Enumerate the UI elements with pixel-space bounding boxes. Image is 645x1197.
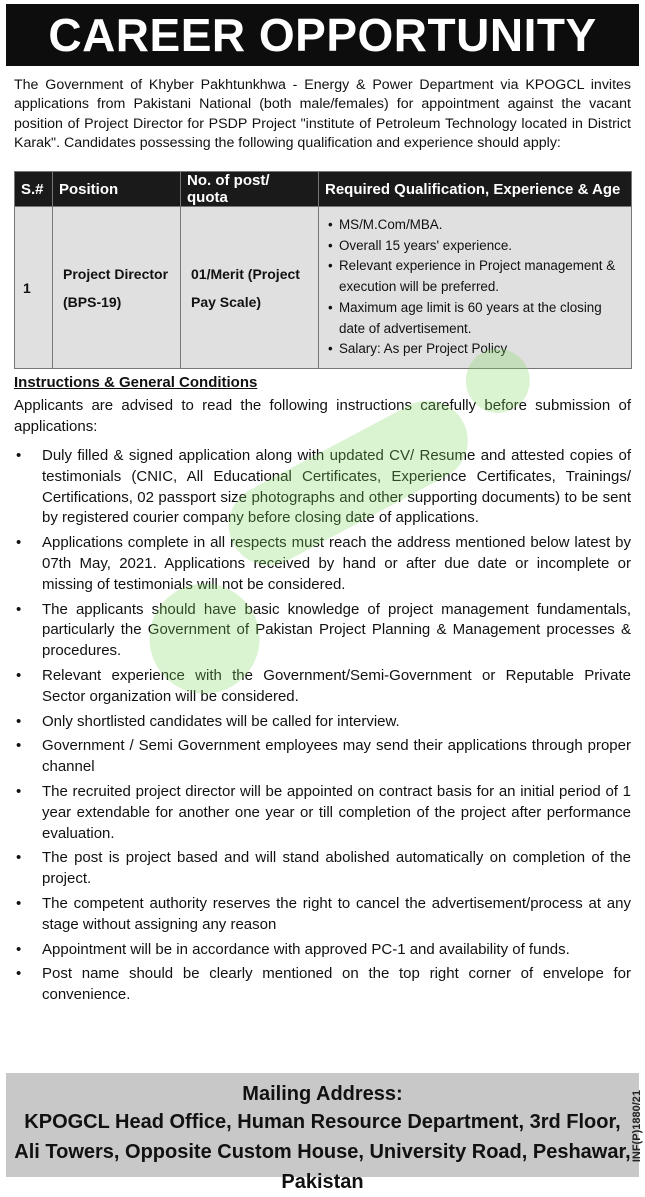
requirement-item: • Overall 15 years' experience. xyxy=(339,236,623,257)
list-item xyxy=(14,782,631,844)
bullet-icon: • xyxy=(16,447,22,464)
cell-requirements xyxy=(319,207,632,369)
list-item xyxy=(14,666,631,708)
list-item-text: The recruited project director will be appointed on contract basis for an initial period of 1 year extendable for another one year or till completion of the project after performance evaluation. xyxy=(42,782,631,842)
header-sn: S.# xyxy=(15,172,53,207)
bullet-icon: • xyxy=(16,737,22,755)
cell-position: Project Director (BPS-19) xyxy=(53,207,181,369)
table-header-row xyxy=(15,172,632,207)
bullet-icon: • xyxy=(16,965,22,983)
list-item xyxy=(14,533,631,595)
table-row xyxy=(15,207,632,369)
requirement-item: • Maximum age limit is 60 years at the closing date of advertisement. xyxy=(339,298,623,340)
bullet-icon: • xyxy=(16,712,22,730)
list-item-text: Only shortlisted candidates will be called for interview. xyxy=(42,712,400,730)
bullet-icon: • xyxy=(16,849,22,867)
intro-paragraph: The Government of Khyber Pakhtunkhwa - Energy & Power Department via KPOGCL invites applications from Pakistani National (both male/females) for appointment against the vacant position of Project Director for PSDP Project "institute of Petroleum Technology located in District Karak". Candidates possessing the following qualification and experience should apply: xyxy=(14,77,631,152)
list-item-text: Appointment will be in accordance with approved PC-1 and availability of funds. xyxy=(42,940,570,958)
header-posts: No. of post/ quota xyxy=(181,172,319,207)
list-item xyxy=(14,600,631,662)
bullet-icon: • xyxy=(16,600,22,618)
list-item xyxy=(14,894,631,936)
bullet-icon: • xyxy=(16,940,22,958)
requirement-item: • MS/M.Com/MBA. xyxy=(339,215,623,236)
requirement-item: • Relevant experience in Project management & execution will be preferred. xyxy=(339,256,623,298)
list-item xyxy=(14,964,631,1006)
list-item-text: Post name should be clearly mentioned on the top right corner of envelope for convenience. xyxy=(42,965,631,1004)
list-item-text: Duly filled & signed application along with updated CV/ Resume and attested copies of testimonials (CNIC, All Educational Certificates, Experience Certificates, Trainings/ Certifications, 02 passport size photographs and other supporting documents) to be sent by registered courier company before closing date of applications. xyxy=(42,447,631,527)
bullet-icon: • xyxy=(16,534,22,552)
list-item-text: The post is project based and will stand abolished automatically on completion of the project. xyxy=(42,849,631,888)
list-item-text: The competent authority reserves the right to cancel the advertisement/process at any stage without assigning any reason xyxy=(42,894,631,933)
bullet-icon: • xyxy=(16,894,22,912)
list-item xyxy=(14,940,631,961)
list-item xyxy=(14,712,631,733)
mailing-title: Mailing Address: xyxy=(242,1083,403,1105)
header-position: Position xyxy=(53,172,181,207)
conditions-heading: Instructions & General Conditions xyxy=(14,374,258,391)
list-item-text: Applications complete in all respects must reach the address mentioned below latest by 07th May, 2021. Applications received by hand or after due date or incomplete or missing of testimonials will not be considered. xyxy=(42,534,631,593)
list-item-text: Government / Semi Government employees may send their applications through proper channel xyxy=(42,737,631,776)
header-requirements: Required Qualification, Experience & Age xyxy=(319,172,632,207)
list-item-text: Relevant experience with the Government/Semi-Government or Reputable Private Sector organization will be considered. xyxy=(42,666,631,705)
mailing-address-box xyxy=(6,1073,639,1193)
page-title: CAREER OPPORTUNITY xyxy=(6,4,639,66)
conditions-intro: Applicants are advised to read the following instructions carefully before submission of applications: xyxy=(14,397,631,435)
requirements-list xyxy=(325,215,623,361)
list-item-text: The applicants should have basic knowledge of project management fundamentals, particularly the Government of Pakistan Project Planning & Management processes & procedures. xyxy=(42,600,631,660)
requirement-item: • Salary: As per Project Policy xyxy=(339,339,623,360)
conditions-list xyxy=(14,446,631,1010)
cell-posts: 01/Merit (Project Pay Scale) xyxy=(181,207,319,369)
list-item xyxy=(14,848,631,890)
mailing-line-1: KPOGCL Head Office, Human Resource Department, 3rd Floor, xyxy=(24,1111,621,1133)
job-table xyxy=(14,171,632,369)
bullet-icon: • xyxy=(16,782,22,800)
reference-code: INF(P)1880/21 xyxy=(631,1090,643,1163)
bullet-icon: • xyxy=(16,666,22,684)
list-item xyxy=(14,736,631,778)
cell-sn: 1 xyxy=(15,207,53,369)
list-item xyxy=(14,446,631,529)
mailing-line-2: Ali Towers, Opposite Custom House, University Road, Peshawar, Pakistan xyxy=(14,1141,631,1193)
